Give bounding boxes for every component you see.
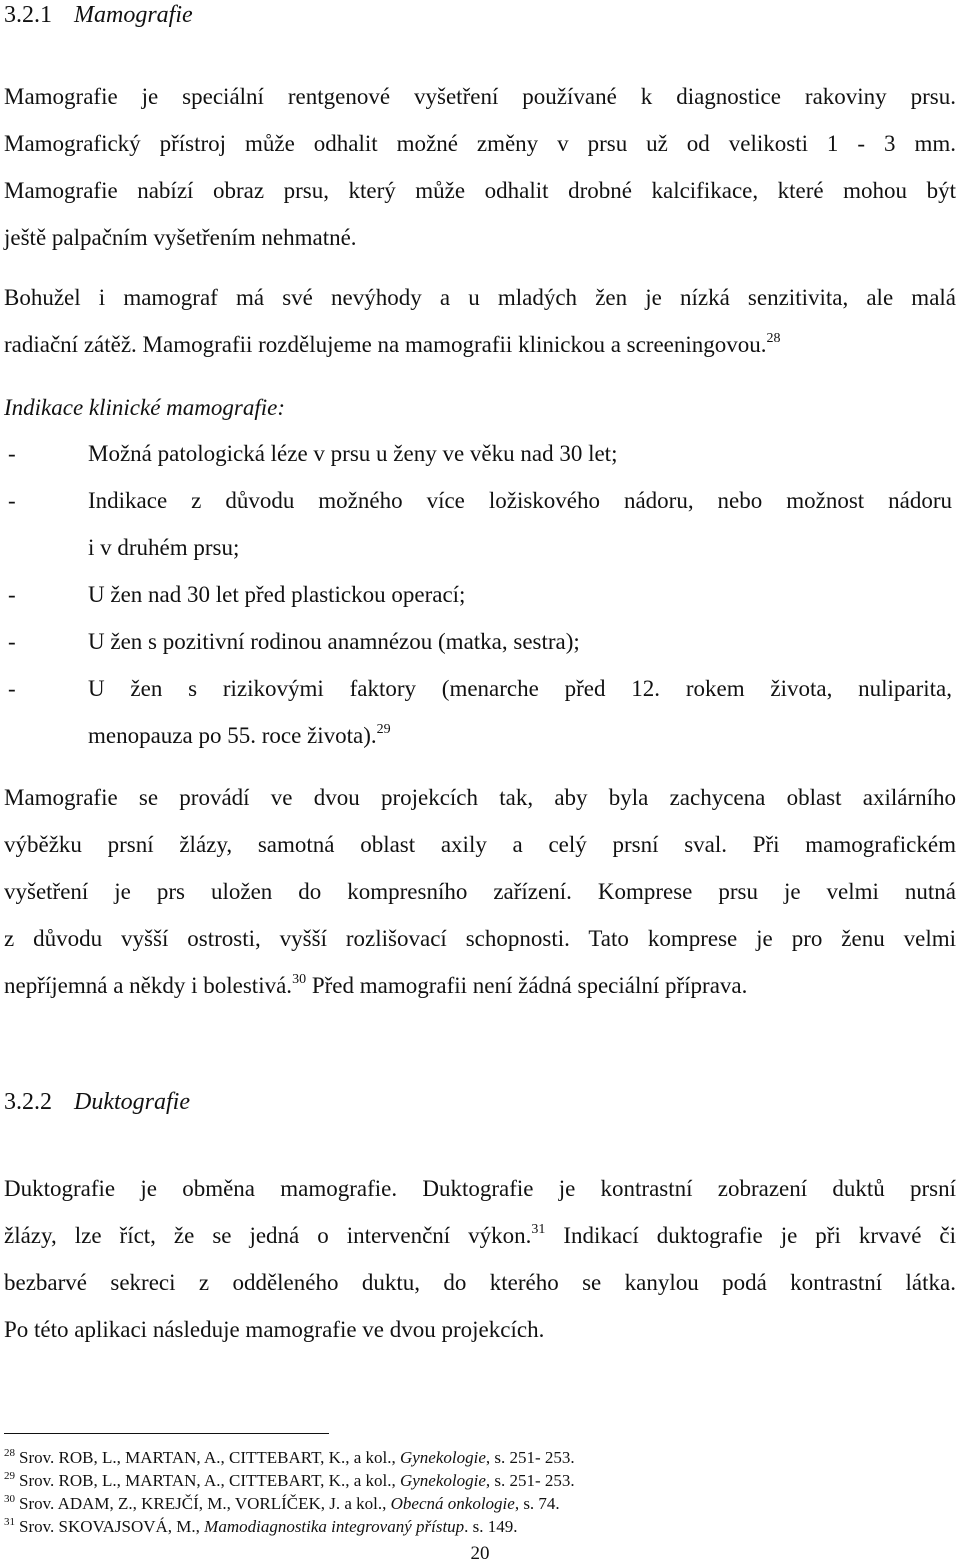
paragraph-line: vyšetření je prs uložen do kompresního zařízení. Komprese prsu je velmi nutná [4, 879, 956, 904]
list-item-text: U žen nad 30 let před plastickou operací; [88, 582, 466, 607]
paragraph-text: nepříjemná a někdy i bolestivá. [4, 973, 293, 998]
paragraph-text: radiační zátěž. Mamografii rozdělujeme na mamografii klinickou a screeningovou. [4, 332, 767, 357]
footnote [4, 1516, 518, 1538]
footnote-title: Obecná onkologie [390, 1494, 515, 1513]
footnote-number: 28 [4, 1447, 15, 1459]
paragraph-text: Před mamografii není žádná speciální příprava. [311, 973, 748, 998]
section-title: Mamografie [74, 2, 193, 28]
footnote-number: 31 [4, 1516, 15, 1528]
section-heading-mamografie [4, 0, 956, 30]
footnote-text: , s. 251- 253. [485, 1448, 575, 1467]
footnote-separator [4, 1433, 329, 1434]
footnote [4, 1447, 575, 1469]
footnote-text: . s. 149. [464, 1517, 518, 1536]
footnote-ref: 30 [292, 972, 307, 987]
paragraph-line: Mamografie nabízí obraz prsu, který může odhalit drobné kalcifikace, které mohou být [4, 178, 956, 203]
list-item-text-part: menopauza po 55. roce života). [88, 723, 377, 748]
list-item-text: Možná patologická léze v prsu u ženy ve věku nad 30 let; [88, 441, 618, 466]
paragraph-line [4, 971, 956, 1001]
footnote [4, 1470, 575, 1492]
section-number: 3.2.1 [4, 2, 52, 28]
paragraph-line: Mamografický přístroj může odhalit možné změny v prsu už od velikosti 1 - 3 mm. [4, 131, 956, 156]
list-dash: - [8, 582, 16, 607]
footnote-number: 29 [4, 1470, 15, 1482]
footnote-text: , s. 74. [514, 1494, 560, 1513]
footnote [4, 1493, 560, 1515]
paragraph-line: ještě palpačním vyšetřením nehmatné. [4, 225, 357, 250]
footnote-text: Srov. ROB, L., MARTAN, A., CITTEBART, K., a kol., [19, 1471, 396, 1490]
paragraph-text: Indikací duktografie je při krvavé či [563, 1223, 956, 1248]
footnote-title: Gynekologie [399, 1471, 486, 1490]
footnote-ref: 31 [531, 1222, 546, 1237]
paragraph-line: Mamografie se provádí ve dvou projekcích tak, aby byla zachycena oblast axilárního [4, 785, 956, 810]
paragraph-line: Duktografie je obměna mamografie. Duktografie je kontrastní zobrazení duktů prsní [4, 1176, 956, 1201]
list-dash: - [8, 629, 16, 654]
footnote-title: Gynekologie [399, 1448, 486, 1467]
section-title: Duktografie [74, 1089, 190, 1115]
list-dash: - [8, 441, 16, 466]
footnote-text: , s. 251- 253. [485, 1471, 575, 1490]
footnote-number: 30 [4, 1493, 15, 1505]
section-number: 3.2.2 [4, 1089, 52, 1115]
footnote-title: Mamodiagnostika integrovaný přístup [204, 1517, 465, 1536]
paragraph-line [4, 1221, 956, 1251]
footnote-ref: 29 [376, 722, 391, 737]
list-item-text: Indikace z důvodu možného více ložiskového nádoru, nebo možnost nádoru [88, 488, 952, 513]
paragraph-line: bezbarvé sekreci z odděleného duktu, do kterého se kanylou podá kontrastní látka. [4, 1270, 956, 1295]
page-number: 20 [470, 1543, 490, 1564]
paragraph-line: z důvodu vyšší ostrosti, vyšší rozlišovací schopnosti. Tato komprese je pro ženu velmi [4, 926, 956, 951]
section-heading-duktografie [4, 1087, 956, 1117]
list-dash: - [8, 488, 16, 513]
paragraph-text: žlázy, lze říct, že se jedná o intervenční výkon. [4, 1223, 532, 1248]
paragraph-line: výběžku prsní žlázy, samotná oblast axily a celý prsní sval. Při mamografickém [4, 832, 956, 857]
indication-title: Indikace klinické mamografie: [4, 395, 285, 420]
footnote-text: Srov. SKOVAJSOVÁ, M., [19, 1517, 200, 1536]
paragraph-line: Bohužel i mamograf má své nevýhody a u mladých žen je nízká senzitivita, ale malá [4, 285, 956, 310]
paragraph-line: Mamografie je speciální rentgenové vyšetření používané k diagnostice rakoviny prsu. [4, 84, 956, 109]
list-item-text [88, 721, 952, 751]
footnote-ref: 28 [766, 331, 781, 346]
list-item-text: i v druhém prsu; [88, 535, 240, 560]
list-item-text: U žen s pozitivní rodinou anamnézou (matka, sestra); [88, 629, 580, 654]
footnote-text: Srov. ADAM, Z., KREJČÍ, M., VORLÍČEK, J. a kol., [19, 1494, 387, 1513]
list-item-text: U žen s rizikovými faktory (menarche před 12. rokem života, nuliparita, [88, 676, 952, 701]
footnote-text: Srov. ROB, L., MARTAN, A., CITTEBART, K., a kol., [19, 1448, 396, 1467]
paragraph-line: Po této aplikaci následuje mamografie ve dvou projekcích. [4, 1317, 545, 1342]
paragraph-line [4, 330, 956, 360]
list-dash: - [8, 676, 16, 701]
